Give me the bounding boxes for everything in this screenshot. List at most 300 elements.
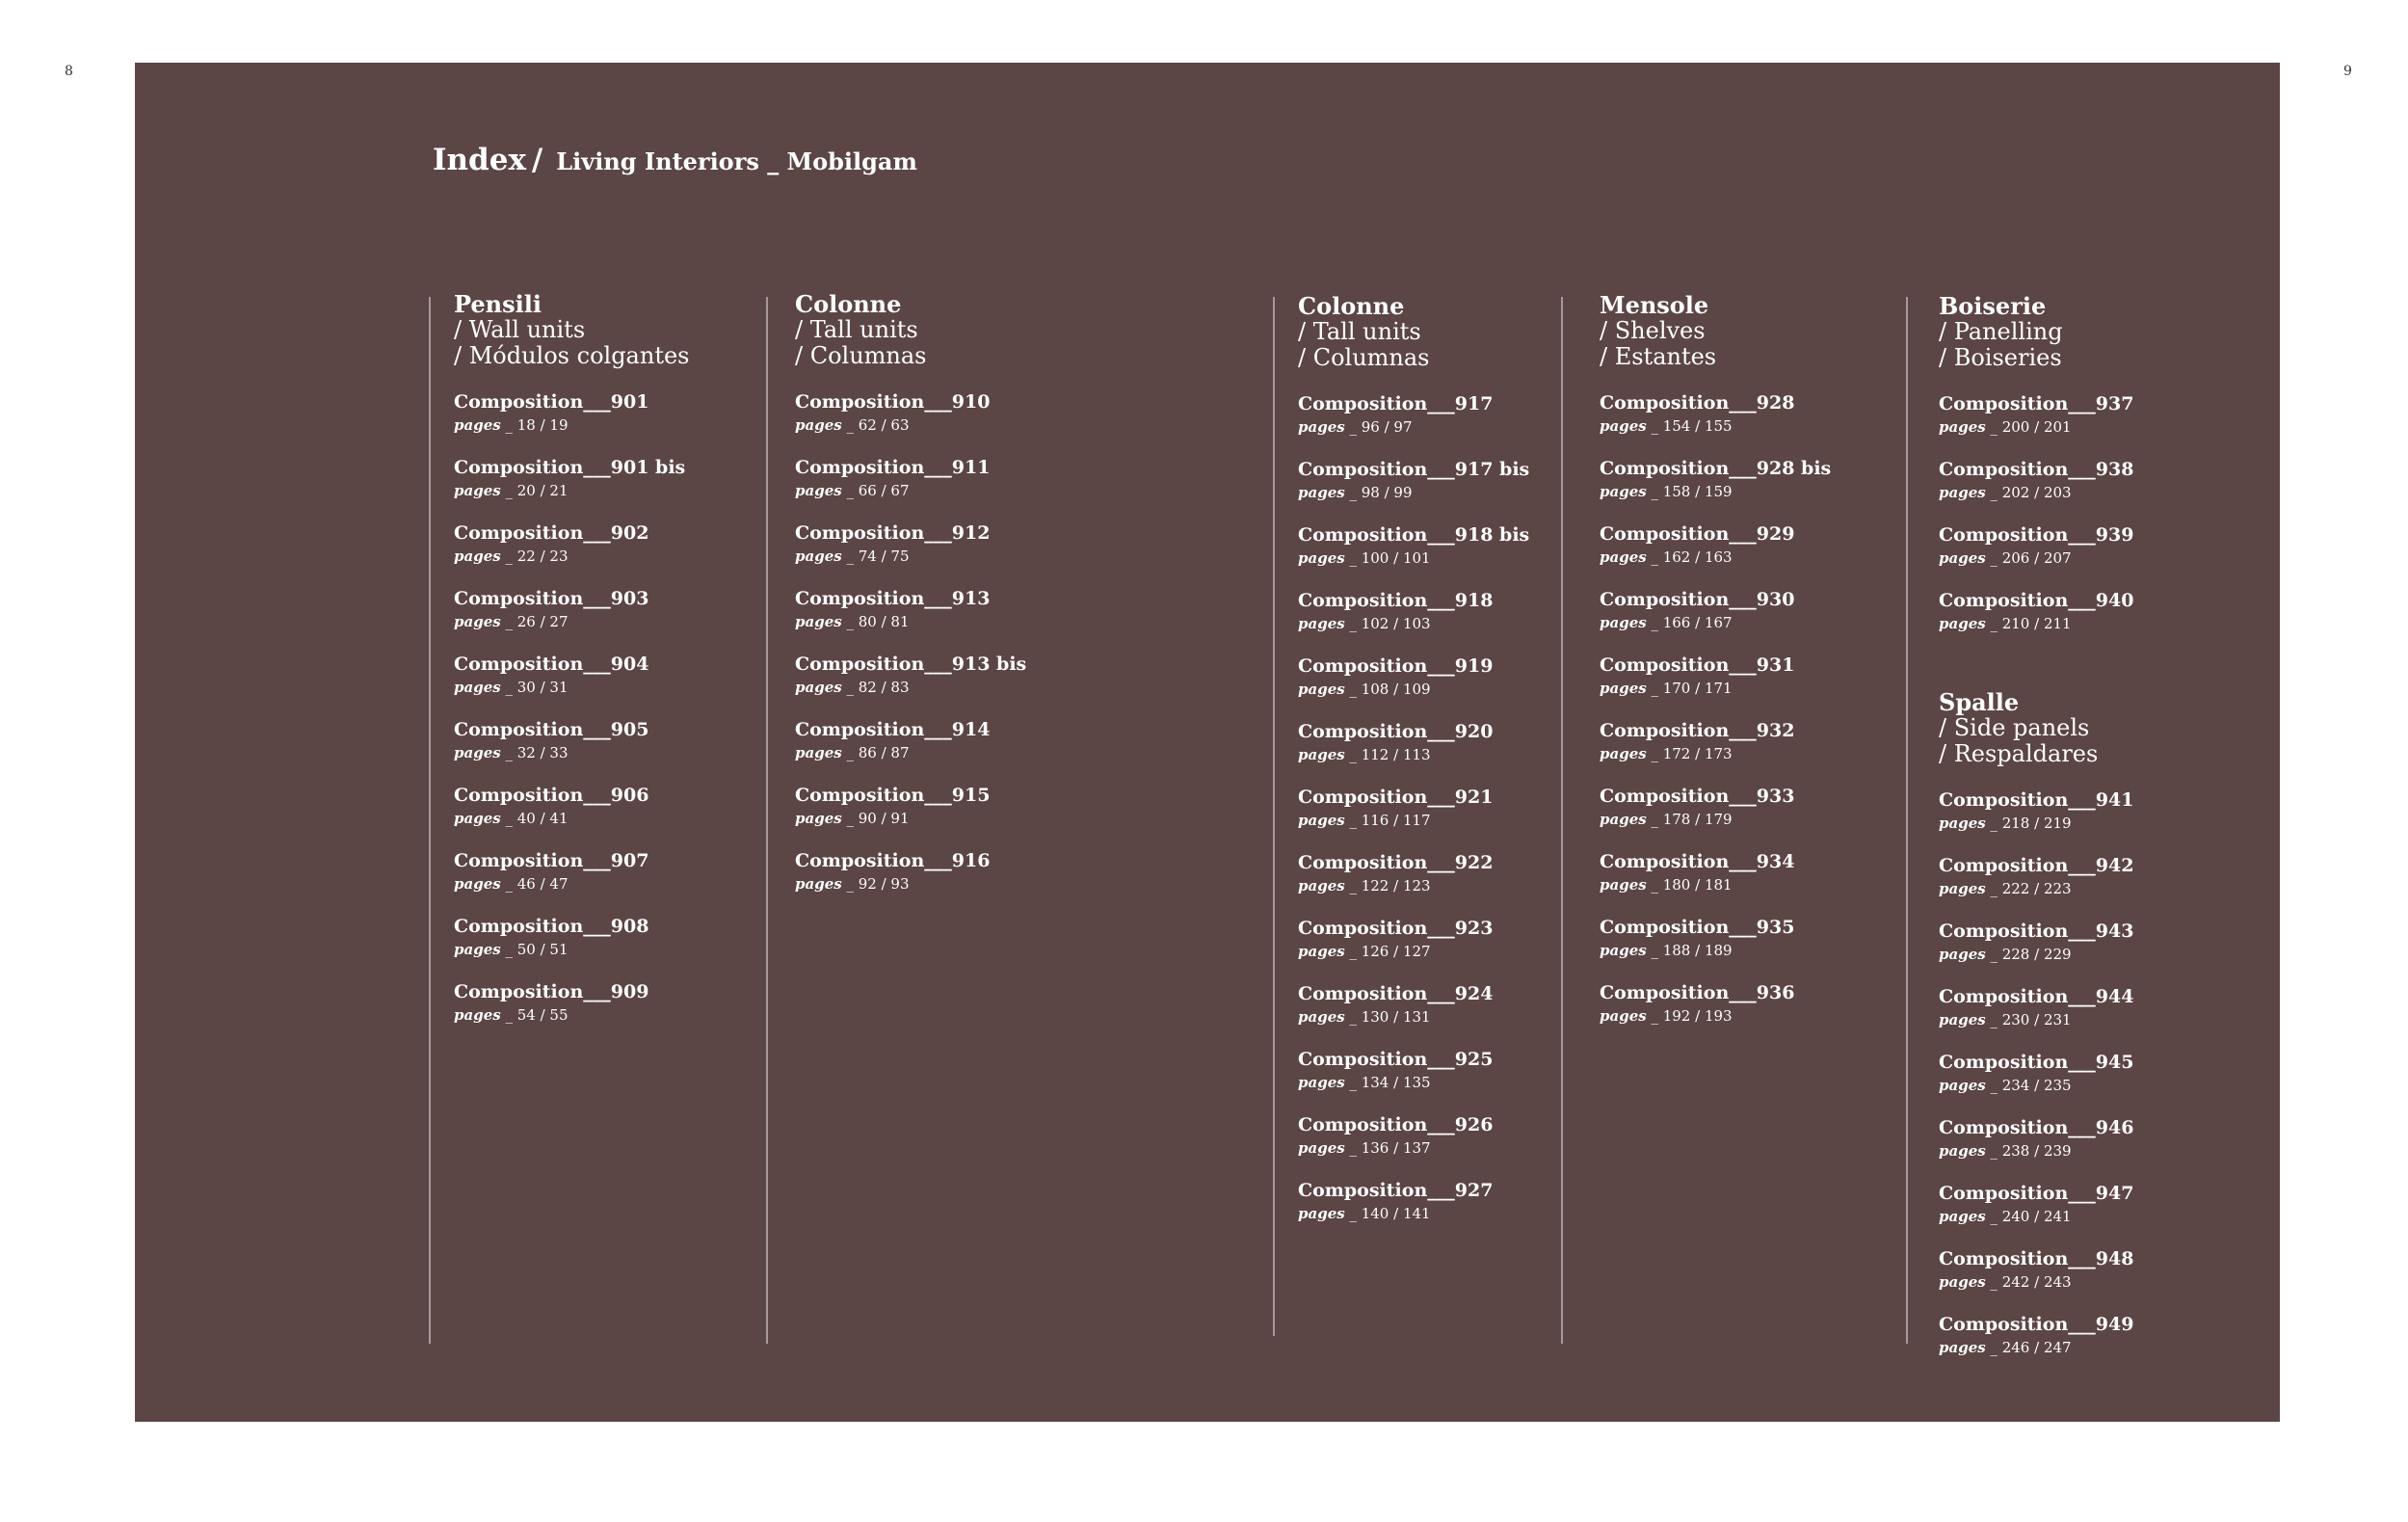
composition-pages xyxy=(1939,812,2257,835)
page-range: _ 32 / 33 xyxy=(500,744,569,761)
page-range: _ 98 / 99 xyxy=(1344,484,1413,501)
page-range: _ 222 / 223 xyxy=(1985,880,2072,897)
page-range: _ 158 / 159 xyxy=(1646,483,1733,500)
composition-entry xyxy=(1600,850,1918,916)
pages-label: pages xyxy=(1600,811,1647,828)
page-range: _ 242 / 243 xyxy=(1985,1273,2072,1291)
composition-name: Composition___930 xyxy=(1600,589,1795,610)
page-range: _ 86 / 87 xyxy=(841,744,910,761)
page-range: _ 180 / 181 xyxy=(1646,876,1733,894)
pages-label: pages xyxy=(1939,484,1986,501)
category-translation: / Tall units xyxy=(1298,318,1421,345)
composition-entry xyxy=(1939,1247,2257,1313)
column-divider xyxy=(429,297,431,1344)
composition-entry xyxy=(454,521,772,587)
composition-name: Composition___922 xyxy=(1298,852,1494,873)
pages-label: pages xyxy=(1600,1007,1647,1025)
page-range: _ 210 / 211 xyxy=(1985,615,2072,632)
composition-pages xyxy=(454,610,772,633)
pages-label: pages xyxy=(795,613,842,630)
composition-pages xyxy=(1600,742,1918,765)
page-range: _ 74 / 75 xyxy=(841,547,910,565)
composition-entry xyxy=(454,915,772,980)
composition-pages xyxy=(1298,612,1616,635)
page-range: _ 100 / 101 xyxy=(1344,549,1431,567)
pages-label: pages xyxy=(1939,1077,1986,1094)
composition-entry xyxy=(1600,522,1918,588)
composition-name: Composition___927 xyxy=(1298,1180,1494,1201)
composition-name: Composition___935 xyxy=(1600,917,1795,938)
composition-name: Composition___923 xyxy=(1298,918,1494,939)
composition-pages xyxy=(795,610,1113,633)
composition-name: Composition___905 xyxy=(454,719,649,740)
pages-label: pages xyxy=(795,416,842,434)
composition-name: Composition___940 xyxy=(1939,590,2134,611)
pages-label: pages xyxy=(795,482,842,499)
composition-entry xyxy=(1939,458,2257,523)
composition-entry xyxy=(454,653,772,718)
composition-name: Composition___921 xyxy=(1298,787,1494,808)
composition-entry xyxy=(1298,1113,1616,1179)
composition-entry xyxy=(1298,458,1616,523)
composition-entry xyxy=(454,456,772,521)
composition-entry xyxy=(795,784,1113,849)
page-range: _ 122 / 123 xyxy=(1344,877,1431,895)
index-column xyxy=(454,291,772,1046)
column-divider xyxy=(1273,297,1275,1336)
composition-pages xyxy=(1600,546,1918,569)
composition-entry xyxy=(1939,1051,2257,1116)
composition-pages xyxy=(795,545,1113,568)
page-range: _ 18 / 19 xyxy=(500,416,569,434)
composition-entry xyxy=(1939,854,2257,920)
composition-pages xyxy=(1298,1202,1616,1225)
composition-entry xyxy=(1600,391,1918,457)
page-range: _ 192 / 193 xyxy=(1646,1007,1733,1025)
pages-label: pages xyxy=(454,482,501,499)
composition-name: Composition___941 xyxy=(1939,789,2134,811)
pages-label: pages xyxy=(795,744,842,761)
composition-pages xyxy=(1298,743,1616,766)
composition-name: Composition___937 xyxy=(1939,393,2134,414)
composition-entry xyxy=(454,718,772,784)
page-range: _ 26 / 27 xyxy=(500,613,569,630)
composition-name: Composition___908 xyxy=(454,916,649,937)
pages-label: pages xyxy=(1600,614,1647,631)
category-title: Pensili xyxy=(454,290,542,318)
composition-entry xyxy=(1600,654,1918,719)
composition-pages xyxy=(454,676,772,699)
composition-name: Composition___924 xyxy=(1298,983,1494,1004)
composition-pages xyxy=(1939,481,2257,504)
pages-label: pages xyxy=(454,744,501,761)
composition-name: Composition___926 xyxy=(1298,1114,1494,1135)
page-range: _ 66 / 67 xyxy=(841,482,910,499)
composition-name: Composition___938 xyxy=(1939,459,2134,480)
composition-pages xyxy=(1939,415,2257,439)
category-heading xyxy=(1939,293,2257,371)
pages-label: pages xyxy=(454,416,501,434)
category-translation: / Tall units xyxy=(795,316,918,343)
composition-entry xyxy=(1939,589,2257,654)
composition-pages xyxy=(454,479,772,502)
composition-name: Composition___919 xyxy=(1298,655,1494,677)
pages-label: pages xyxy=(1298,1074,1345,1091)
page-range: _ 238 / 239 xyxy=(1985,1142,2072,1160)
composition-entry xyxy=(795,521,1113,587)
composition-name: Composition___947 xyxy=(1939,1183,2134,1204)
page-range: _ 102 / 103 xyxy=(1344,615,1431,632)
page-range: _ 166 / 167 xyxy=(1646,614,1733,631)
composition-pages xyxy=(1600,939,1918,962)
composition-entry xyxy=(1939,392,2257,458)
composition-entry xyxy=(1939,985,2257,1051)
pages-label: pages xyxy=(1600,417,1647,435)
composition-pages xyxy=(454,938,772,961)
page-range: _ 230 / 231 xyxy=(1985,1011,2072,1028)
page-range: _ 30 / 31 xyxy=(500,679,569,696)
page-range: _ 40 / 41 xyxy=(500,810,569,827)
composition-name: Composition___910 xyxy=(795,391,991,413)
pages-label: pages xyxy=(1298,746,1345,763)
composition-name: Composition___944 xyxy=(1939,986,2134,1007)
pages-label: pages xyxy=(1298,1008,1345,1026)
composition-entry xyxy=(1298,654,1616,720)
composition-name: Composition___901 bis xyxy=(454,457,686,478)
pages-label: pages xyxy=(1939,814,1986,832)
pages-label: pages xyxy=(1939,880,1986,897)
composition-entry xyxy=(1600,916,1918,981)
composition-name: Composition___909 xyxy=(454,981,649,1002)
composition-name: Composition___946 xyxy=(1939,1117,2134,1138)
page-range: _ 206 / 207 xyxy=(1985,549,2072,567)
composition-pages xyxy=(1939,1074,2257,1097)
composition-name: Composition___933 xyxy=(1600,786,1795,807)
composition-entry xyxy=(454,849,772,915)
composition-name: Composition___913 xyxy=(795,588,991,609)
pages-label: pages xyxy=(1939,1339,1986,1356)
composition-name: Composition___939 xyxy=(1939,524,2134,546)
composition-entry xyxy=(795,587,1113,653)
pages-label: pages xyxy=(1939,1273,1986,1291)
category-title: Boiserie xyxy=(1939,292,2047,320)
page-range: _ 46 / 47 xyxy=(500,875,569,893)
composition-name: Composition___934 xyxy=(1600,851,1795,872)
composition-name: Composition___942 xyxy=(1939,855,2134,876)
page-range: _ 82 / 83 xyxy=(841,679,910,696)
pages-label: pages xyxy=(1298,484,1345,501)
page-range: _ 80 / 81 xyxy=(841,613,910,630)
composition-pages xyxy=(1600,611,1918,634)
composition-entry xyxy=(1600,981,1918,1047)
page-range: _ 162 / 163 xyxy=(1646,548,1733,566)
composition-pages xyxy=(1939,1139,2257,1162)
composition-pages xyxy=(1298,481,1616,504)
index-column xyxy=(1939,293,2257,1378)
category-translation: / Columnas xyxy=(1298,344,1430,371)
pages-label: pages xyxy=(1298,877,1345,895)
pages-label: pages xyxy=(1939,946,1986,963)
page-range: _ 200 / 201 xyxy=(1985,418,2072,436)
composition-pages xyxy=(454,807,772,830)
composition-entry xyxy=(1298,851,1616,917)
composition-pages xyxy=(454,1003,772,1027)
composition-entry xyxy=(795,456,1113,521)
page-range: _ 202 / 203 xyxy=(1985,484,2072,501)
category-translation: / Panelling xyxy=(1939,318,2063,345)
composition-pages xyxy=(795,807,1113,830)
composition-name: Composition___912 xyxy=(795,522,991,544)
page-range: _ 62 / 63 xyxy=(841,416,910,434)
category-title: Colonne xyxy=(795,290,902,318)
category-translation: / Módulos colgantes xyxy=(454,342,690,369)
composition-entry xyxy=(1939,1116,2257,1182)
pages-label: pages xyxy=(1939,1011,1986,1028)
page-range: _ 234 / 235 xyxy=(1985,1077,2072,1094)
composition-pages xyxy=(1298,547,1616,570)
composition-name: Composition___928 xyxy=(1600,392,1795,414)
composition-entry xyxy=(454,587,772,653)
index-column xyxy=(1600,292,1918,1047)
category-heading xyxy=(1298,293,1616,371)
composition-name: Composition___904 xyxy=(454,654,649,675)
category-translation: / Shelves xyxy=(1600,317,1706,344)
composition-name: Composition___928 bis xyxy=(1600,458,1832,479)
composition-name: Composition___911 xyxy=(795,457,991,478)
page-range: _ 170 / 171 xyxy=(1646,680,1733,697)
composition-name: Composition___913 bis xyxy=(795,654,1027,675)
pages-label: pages xyxy=(1298,681,1345,698)
composition-pages xyxy=(1298,1071,1616,1094)
pages-label: pages xyxy=(454,875,501,893)
page-range: _ 228 / 229 xyxy=(1985,946,2072,963)
page-range: _ 178 / 179 xyxy=(1646,811,1733,828)
pages-label: pages xyxy=(1939,615,1986,632)
page-range: _ 108 / 109 xyxy=(1344,681,1431,698)
composition-name: Composition___931 xyxy=(1600,654,1795,676)
page-range: _ 112 / 113 xyxy=(1344,746,1431,763)
composition-pages xyxy=(1939,547,2257,570)
category-translation: / Wall units xyxy=(454,316,586,343)
index-subtitle: Living Interiors _ Mobilgam xyxy=(556,147,917,175)
title-separator: / xyxy=(531,143,543,177)
composition-name: Composition___917 xyxy=(1298,393,1494,414)
page-range: _ 90 / 91 xyxy=(841,810,910,827)
composition-entry xyxy=(1298,982,1616,1048)
composition-pages xyxy=(1600,808,1918,831)
category-title: Spalle xyxy=(1939,688,2020,716)
composition-entry xyxy=(1939,1313,2257,1378)
page-range: _ 96 / 97 xyxy=(1344,418,1413,436)
index-column xyxy=(795,291,1113,915)
composition-name: Composition___925 xyxy=(1298,1049,1494,1070)
pages-label: pages xyxy=(454,613,501,630)
composition-pages xyxy=(795,872,1113,895)
page-range: _ 136 / 137 xyxy=(1344,1139,1431,1157)
page-number-left: 8 xyxy=(65,64,73,79)
composition-entry xyxy=(1939,788,2257,854)
composition-pages xyxy=(1298,874,1616,897)
page-range: _ 130 / 131 xyxy=(1344,1008,1431,1026)
composition-entry xyxy=(1600,719,1918,785)
composition-name: Composition___915 xyxy=(795,785,991,806)
category-title: Mensole xyxy=(1600,291,1709,319)
page-range: _ 92 / 93 xyxy=(841,875,910,893)
composition-entry xyxy=(795,390,1113,456)
pages-label: pages xyxy=(795,810,842,827)
pages-label: pages xyxy=(1298,1205,1345,1222)
pages-label: pages xyxy=(1600,548,1647,566)
page-range: _ 116 / 117 xyxy=(1344,812,1431,829)
composition-pages xyxy=(1298,678,1616,701)
pages-label: pages xyxy=(454,679,501,696)
pages-label: pages xyxy=(1939,1142,1986,1160)
composition-entry xyxy=(1600,588,1918,654)
composition-name: Composition___918 bis xyxy=(1298,524,1530,546)
composition-name: Composition___902 xyxy=(454,522,649,544)
page-title xyxy=(433,143,917,177)
category-heading xyxy=(795,291,1113,369)
composition-pages xyxy=(454,741,772,764)
composition-pages xyxy=(1600,1004,1918,1028)
composition-pages xyxy=(1600,677,1918,700)
pages-label: pages xyxy=(1298,418,1345,436)
pages-label: pages xyxy=(1298,549,1345,567)
category-heading xyxy=(1600,292,1918,370)
pages-label: pages xyxy=(795,875,842,893)
composition-entry xyxy=(454,390,772,456)
pages-label: pages xyxy=(795,547,842,565)
composition-pages xyxy=(454,414,772,437)
page-range: _ 126 / 127 xyxy=(1344,943,1431,960)
page-range: _ 172 / 173 xyxy=(1646,745,1733,762)
category-translation: / Estantes xyxy=(1600,343,1717,370)
composition-pages xyxy=(1939,1008,2257,1031)
pages-label: pages xyxy=(1600,483,1647,500)
category-heading xyxy=(454,291,772,369)
page-range: _ 240 / 241 xyxy=(1985,1208,2072,1225)
category-translation: / Columnas xyxy=(795,342,927,369)
composition-pages xyxy=(1600,480,1918,503)
category-heading xyxy=(1939,689,2257,767)
category-translation: / Boiseries xyxy=(1939,344,2062,371)
composition-pages xyxy=(1939,612,2257,635)
index-column xyxy=(1298,293,1616,1244)
composition-name: Composition___901 xyxy=(454,391,649,413)
composition-entry xyxy=(1298,917,1616,982)
pages-label: pages xyxy=(1298,615,1345,632)
pages-label: pages xyxy=(795,679,842,696)
composition-pages xyxy=(1298,809,1616,832)
composition-name: Composition___903 xyxy=(454,588,649,609)
page-range: _ 246 / 247 xyxy=(1985,1339,2072,1356)
page-range: _ 54 / 55 xyxy=(500,1006,569,1024)
composition-name: Composition___948 xyxy=(1939,1248,2134,1269)
composition-pages xyxy=(1298,1005,1616,1028)
composition-name: Composition___906 xyxy=(454,785,649,806)
composition-name: Composition___945 xyxy=(1939,1052,2134,1073)
composition-entry xyxy=(1298,589,1616,654)
composition-entry xyxy=(1600,785,1918,850)
composition-entry xyxy=(1298,392,1616,458)
composition-pages xyxy=(454,545,772,568)
composition-name: Composition___943 xyxy=(1939,921,2134,942)
composition-pages xyxy=(795,479,1113,502)
page-range: _ 50 / 51 xyxy=(500,941,569,958)
composition-pages xyxy=(795,741,1113,764)
composition-entry xyxy=(795,718,1113,784)
pages-label: pages xyxy=(1600,680,1647,697)
pages-label: pages xyxy=(1600,876,1647,894)
composition-pages xyxy=(1939,877,2257,900)
pages-label: pages xyxy=(1600,745,1647,762)
composition-entry xyxy=(1298,523,1616,589)
page-range: _ 140 / 141 xyxy=(1344,1205,1431,1222)
composition-name: Composition___914 xyxy=(795,719,991,740)
composition-pages xyxy=(1298,1136,1616,1160)
composition-entry xyxy=(795,849,1113,915)
composition-pages xyxy=(1600,414,1918,438)
composition-name: Composition___917 bis xyxy=(1298,459,1530,480)
pages-label: pages xyxy=(1298,1139,1345,1157)
category-translation: / Side panels xyxy=(1939,714,2090,741)
pages-label: pages xyxy=(454,941,501,958)
composition-pages xyxy=(1298,940,1616,963)
pages-label: pages xyxy=(454,810,501,827)
composition-pages xyxy=(795,676,1113,699)
page-range: _ 134 / 135 xyxy=(1344,1074,1431,1091)
composition-entry xyxy=(1939,920,2257,985)
composition-pages xyxy=(1298,415,1616,439)
composition-name: Composition___949 xyxy=(1939,1314,2134,1335)
composition-name: Composition___916 xyxy=(795,850,991,871)
category-translation: / Respaldares xyxy=(1939,740,2099,767)
composition-entry xyxy=(1298,786,1616,851)
composition-entry xyxy=(1939,1182,2257,1247)
page-range: _ 22 / 23 xyxy=(500,547,569,565)
pages-label: pages xyxy=(1298,943,1345,960)
composition-name: Composition___936 xyxy=(1600,982,1795,1003)
composition-pages xyxy=(454,872,772,895)
pages-label: pages xyxy=(1939,418,1986,436)
composition-entry xyxy=(454,980,772,1046)
category-title: Colonne xyxy=(1298,292,1405,320)
page-range: _ 218 / 219 xyxy=(1985,814,2072,832)
pages-label: pages xyxy=(1298,812,1345,829)
composition-entry xyxy=(795,653,1113,718)
page-range: _ 20 / 21 xyxy=(500,482,569,499)
composition-pages xyxy=(1939,1336,2257,1359)
composition-entry xyxy=(454,784,772,849)
composition-name: Composition___929 xyxy=(1600,523,1795,545)
composition-name: Composition___907 xyxy=(454,850,649,871)
composition-entry xyxy=(1298,720,1616,786)
composition-name: Composition___932 xyxy=(1600,720,1795,741)
composition-entry xyxy=(1298,1048,1616,1113)
page-range: _ 154 / 155 xyxy=(1646,417,1733,435)
page-number-right: 9 xyxy=(2343,64,2352,79)
pages-label: pages xyxy=(1600,942,1647,959)
composition-pages xyxy=(1939,943,2257,966)
composition-name: Composition___920 xyxy=(1298,721,1494,742)
composition-pages xyxy=(1600,873,1918,896)
composition-pages xyxy=(1939,1205,2257,1228)
pages-label: pages xyxy=(1939,1208,1986,1225)
composition-entry xyxy=(1298,1179,1616,1244)
composition-entry xyxy=(1939,523,2257,589)
composition-name: Composition___918 xyxy=(1298,590,1494,611)
composition-entry xyxy=(1600,457,1918,522)
